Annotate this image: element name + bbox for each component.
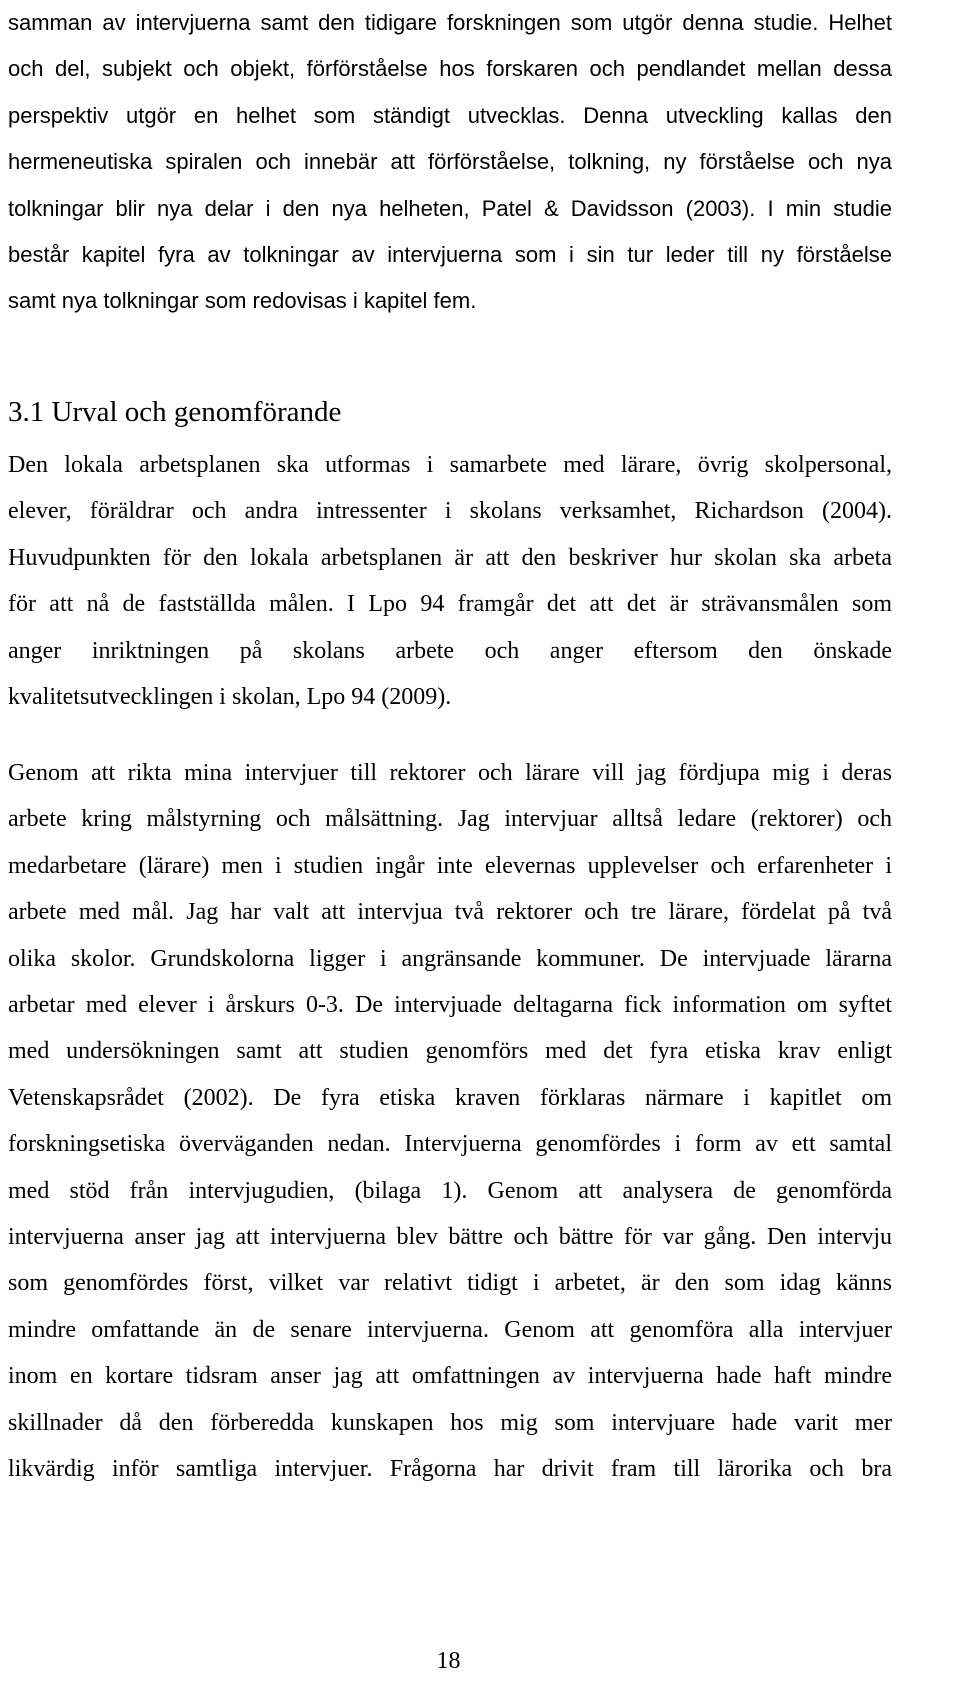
text-line: med undersökningen samt att studien genomförs med det fyra etiska krav enligt bbox=[8, 1038, 892, 1065]
text-line: hermeneutiska spiralen och innebär att förförståelse, tolkning, ny förståelse och nya bbox=[8, 149, 892, 175]
text-line: Huvudpunkten för den lokala arbetsplanen är att den beskriver hur skolan ska arbeta bbox=[8, 544, 892, 571]
paragraph-interviews bbox=[8, 750, 892, 1493]
text-line: Vetenskapsrådet (2002). De fyra etiska kraven förklaras närmare i kapitlet om bbox=[8, 1084, 892, 1111]
text-line: samman av intervjuerna samt den tidigare forskningen som utgör denna studie. Helhet bbox=[8, 10, 892, 35]
text-line: kvalitetsutvecklingen i skolan, Lpo 94 (2009). bbox=[8, 684, 452, 711]
text-line: arbetar med elever i årskurs 0-3. De intervjuade deltagarna fick information om syftet bbox=[8, 992, 892, 1019]
text-line: perspektiv utgör en helhet som ständigt utvecklas. Denna utveckling kallas den bbox=[8, 102, 892, 128]
text-line: olika skolor. Grundskolorna ligger i angränsande kommuner. De intervjuade lärarna bbox=[8, 945, 892, 972]
text-line: arbete kring målstyrning och målsättning. Jag intervjuar alltså ledare (rektorer) och bbox=[8, 806, 892, 833]
text-line: samt nya tolkningar som redovisas i kapitel fem. bbox=[8, 288, 477, 314]
section-heading: 3.1 Urval och genomförande bbox=[8, 396, 342, 428]
text-line: inom en kortare tidsram anser jag att omfattningen av intervjuerna hade haft mindre bbox=[8, 1363, 892, 1390]
text-line: med stöd från intervjugudien, (bilaga 1). Genom att analysera de genomförda bbox=[8, 1177, 892, 1204]
paragraph-local-workplan bbox=[8, 442, 892, 720]
text-line: arbete med mål. Jag har valt att intervjua två rektorer och tre lärare, fördelat på två bbox=[8, 899, 892, 926]
text-line: skillnader då den förberedda kunskapen hos mig som intervjuare hade varit mer bbox=[8, 1409, 892, 1436]
text-line: mindre omfattande än de senare intervjuerna. Genom att genomföra alla intervjuer bbox=[8, 1316, 892, 1343]
text-line: medarbetare (lärare) men i studien ingår inte elevernas upplevelser och erfarenheter i bbox=[8, 852, 892, 879]
text-line: som genomfördes först, vilket var relativt tidigt i arbetet, är den som idag känns bbox=[8, 1270, 892, 1297]
text-line: anger inriktningen på skolans arbete och anger eftersom den önskade bbox=[8, 637, 892, 664]
text-line: Genom att rikta mina intervjuer till rektorer och lärare vill jag fördjupa mig i deras bbox=[8, 760, 892, 786]
text-line: består kapitel fyra av tolkningar av intervjuerna som i sin tur leder till ny förståelse bbox=[8, 242, 892, 268]
text-line: forskningsetiska överväganden nedan. Intervjuerna genomfördes i form av ett samtal bbox=[8, 1131, 892, 1158]
text-line: elever, föräldrar och andra intressenter i skolans verksamhet, Richardson (2004). bbox=[8, 498, 892, 525]
text-line: för att nå de fastställda målen. I Lpo 94 framgår det att det är strävansmålen som bbox=[8, 591, 892, 618]
text-line: tolkningar blir nya delar i den nya helheten, Patel & Davidsson (2003). I min studie bbox=[8, 195, 892, 221]
text-line: och del, subjekt och objekt, förförståelse hos forskaren och pendlandet mellan dessa bbox=[8, 56, 892, 82]
text-line: intervjuerna anser jag att intervjuerna blev bättre och bättre för var gång. Den intervju bbox=[8, 1224, 892, 1251]
page-number: 18 bbox=[436, 1648, 461, 1674]
text-line: Den lokala arbetsplanen ska utformas i samarbete med lärare, övrig skolpersonal, bbox=[8, 452, 892, 478]
paragraph-hermeneutics bbox=[8, 0, 892, 325]
text-line: likvärdig inför samtliga intervjuer. Frågorna har drivit fram till lärorika och bra bbox=[8, 1456, 892, 1483]
